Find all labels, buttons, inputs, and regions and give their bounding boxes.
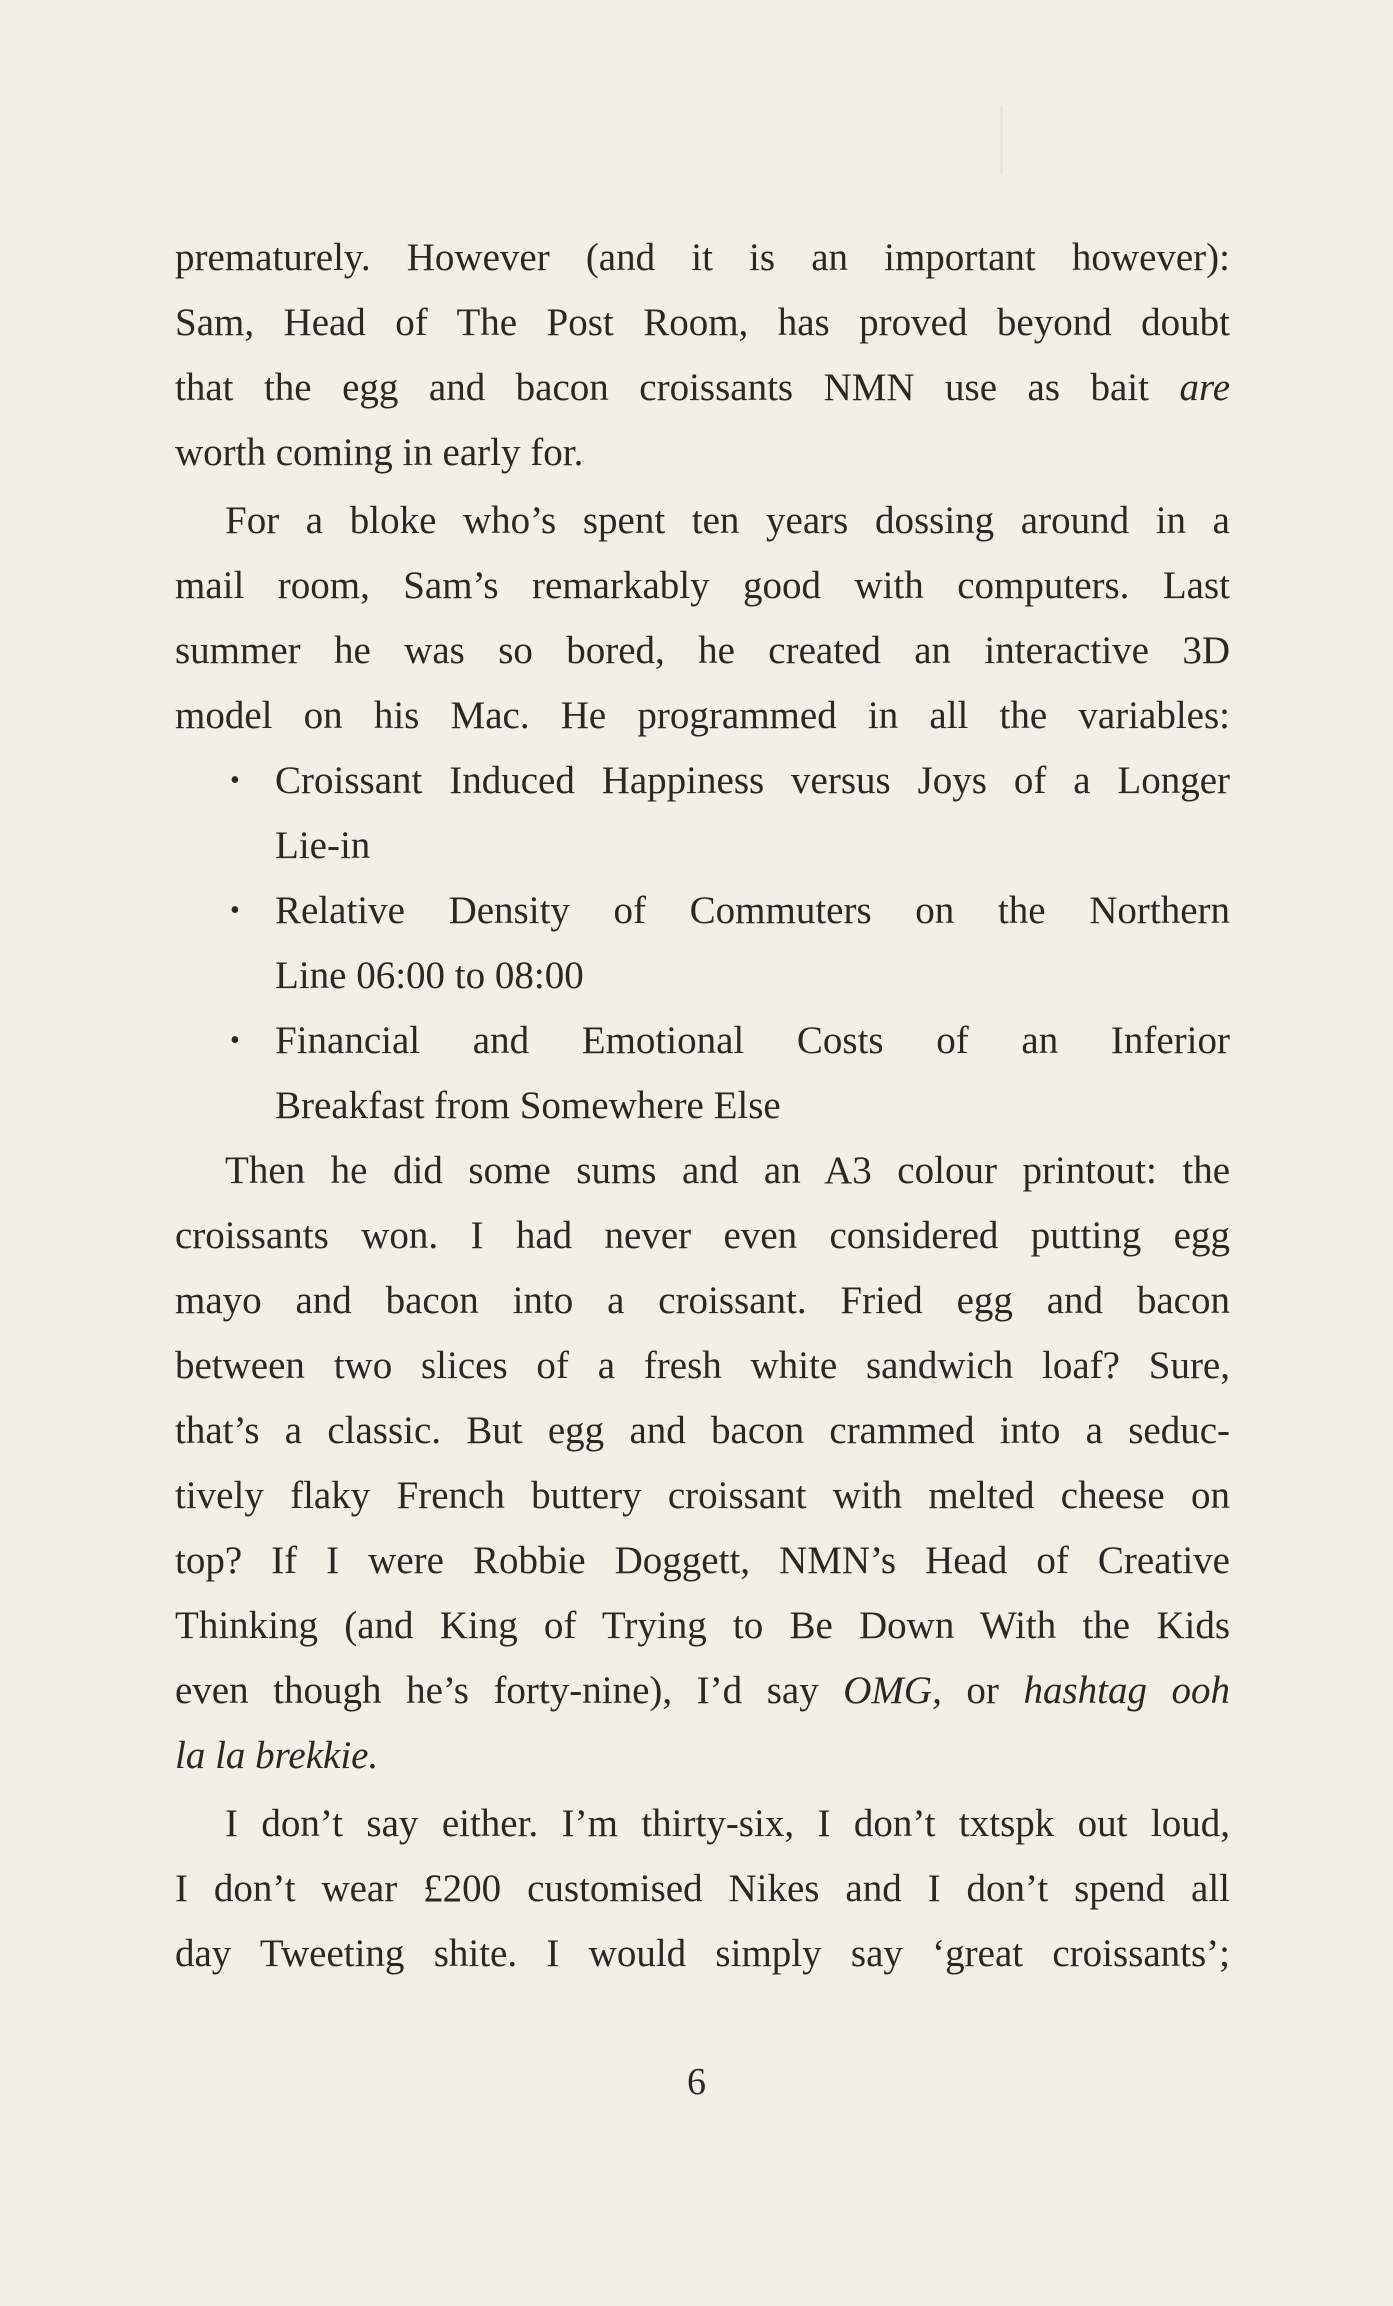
bullet-continuation: Breakfast from Somewhere Else	[275, 1084, 781, 1127]
text-line: Thinking (and King of Trying to Be Down With the Kids	[175, 1604, 1230, 1647]
text-segment: or	[966, 1669, 999, 1712]
text-line: top? If I were Robbie Doggett, NMN’s Head of Creative	[175, 1539, 1230, 1582]
text-line-italic	[175, 1723, 1230, 1788]
text-line: between two slices of a fresh white sandwich loaf? Sure,	[175, 1344, 1230, 1387]
bullet-marker: •	[230, 765, 240, 796]
text-line: model on his Mac. He programmed in all the variables:	[175, 694, 1230, 737]
italic-emphasis: hashtag ooh	[1023, 1669, 1231, 1712]
text-line: prematurely. However (and it is an important however):	[175, 236, 1230, 279]
bullet-marker: •	[230, 895, 240, 926]
bullet-line	[175, 878, 1230, 943]
text-line: day Tweeting shite. I would simply say ‘great croissants’;	[175, 1932, 1230, 1975]
bullet-line	[175, 1008, 1230, 1073]
bullet-continuation: Lie-in	[275, 824, 371, 867]
bullet-item	[175, 1008, 1230, 1138]
bullet-text: Croissant Induced Happiness versus Joys of a Longer	[275, 759, 1230, 802]
paragraph-1	[175, 225, 1230, 485]
text-line-with-italic	[175, 1658, 1230, 1723]
text-line: worth coming in early for.	[175, 431, 584, 474]
text-line: Then he did some sums and an A3 colour printout: the	[225, 1149, 1230, 1192]
bullet-line	[175, 748, 1230, 813]
bullet-item	[175, 878, 1230, 1008]
italic-emphasis: la la brekkie.	[175, 1734, 379, 1777]
paragraph-3	[175, 1138, 1230, 1788]
text-line: tively flaky French buttery croissant with melted cheese on	[175, 1474, 1230, 1517]
text-line: I don’t say either. I’m thirty-six, I don’t txtspk out loud,	[225, 1802, 1230, 1845]
bullet-text: Financial and Emotional Costs of an Inferior	[275, 1019, 1230, 1062]
text-segment: even though he’s forty-nine), I’d say	[175, 1669, 819, 1712]
italic-emphasis: are	[1179, 366, 1231, 409]
text-line: For a bloke who’s spent ten years dossing around in a	[225, 499, 1230, 542]
bullet-list	[175, 748, 1230, 1138]
bullet-marker: •	[230, 1025, 240, 1056]
book-page-text	[175, 225, 1230, 1986]
text-line: Sam, Head of The Post Room, has proved beyond doubt	[175, 301, 1230, 344]
text-segment: that the egg and bacon croissants NMN use as bait	[175, 366, 1149, 409]
paragraph-4	[175, 1791, 1230, 1986]
scan-shadow	[1000, 105, 1093, 175]
text-line: croissants won. I had never even considered putting egg	[175, 1214, 1230, 1257]
italic-emphasis: OMG,	[843, 1669, 942, 1712]
text-line: mail room, Sam’s remarkably good with computers. Last	[175, 564, 1230, 607]
bullet-continuation: Line 06:00 to 08:00	[275, 954, 584, 997]
text-line: summer he was so bored, he created an interactive 3D	[175, 629, 1230, 672]
bullet-text: Relative Density of Commuters on the Northern	[275, 889, 1230, 932]
text-line: mayo and bacon into a croissant. Fried egg and bacon	[175, 1279, 1230, 1322]
text-line-with-italic	[175, 355, 1230, 420]
paragraph-2	[175, 488, 1230, 748]
page-number: 6	[687, 2061, 706, 2103]
text-line: that’s a classic. But egg and bacon crammed into a seduc-	[175, 1409, 1230, 1452]
bullet-item	[175, 748, 1230, 878]
text-line: I don’t wear £200 customised Nikes and I don’t spend all	[175, 1867, 1230, 1910]
